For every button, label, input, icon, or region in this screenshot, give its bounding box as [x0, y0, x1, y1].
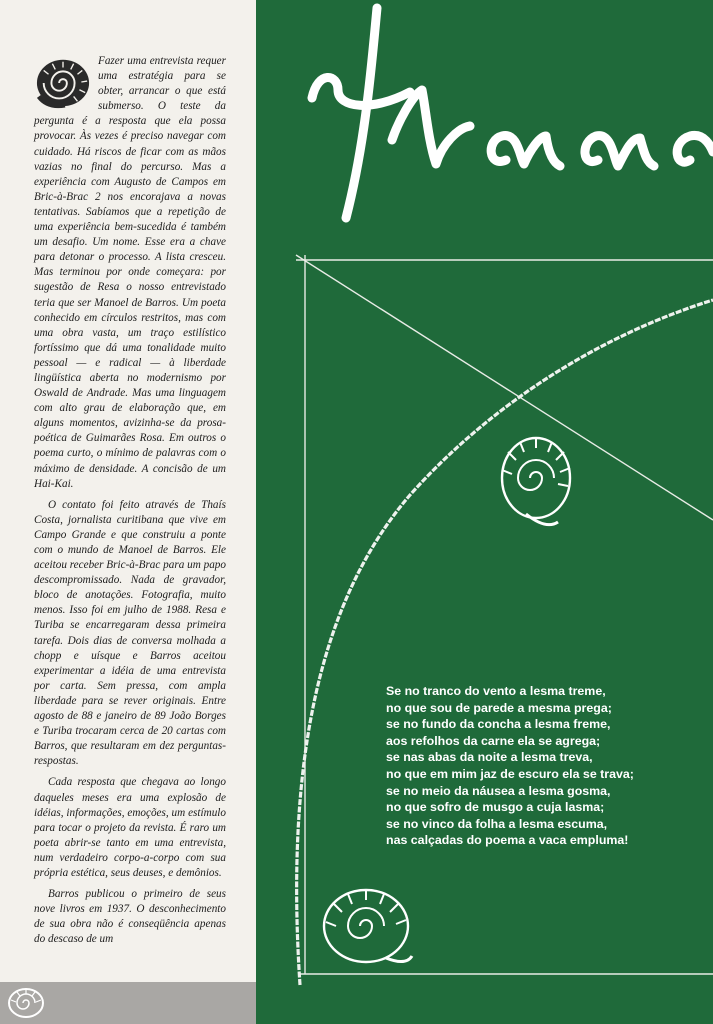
article-paragraph-1: Fazer uma entrevista requer uma estratégia para se obter, arrancar o que está submerso. O teste da pergunta é a resposta que ela possa provocar. Às vezes é preciso navegar com cuidado. Há riscos de ficar com as mãos vazias no final do percurso. Mas a experiência com Augusto de Campos em Bric-à-Brac 2 nos encorajava a novas tentativas. Sabíamos que a repetição de uma experiência bem-sucedida é também um desafio. Um nome. Esse era a chave para detonar o processo. A lista cresceu. Mas terminou por onde começara: por sugestão de Resa o nosso entrevistado teria que ser Manoel de Barros. Um poeta conhecido em círculos restritos, mas com uma obra vasta, um traço estilístico fortíssimo que dá uma tonalidade muito pessoal — e radical — à liberdade lingüística aberta no modernismo por Oswald de Andrade. Mas uma linguagem com alto grau de elaboração que, em alguns momentos, avizinha-se da prosa-poética de Guimarães Rosa. Em outros o poema curto, o mínimo de palavras com o máximo de densidade. A concisão de um Hai-Kai. [34, 55, 226, 490]
poem-line: no que sou de parede a mesma prega; [386, 700, 612, 715]
poem-line: se no meio da náusea a lesma gosma, [386, 783, 611, 798]
poem [386, 683, 711, 849]
article-paragraph-2: O contato foi feito através de Thaís Costa, jornalista curitibana que vive em Campo Grande e que construiu a ponte com o mundo de Manoel de Barros. Ele aceitou receber Bric-à-Brac para um papo descompromissado. Nada de gravador, bloco de anotações. Fotografia, muito menos. Isso foi em julho de 1988. Resa e Turiba se encarregaram dessa primeira tarefa. Dois dias de conversa molhada a chopp e uísque e Barros aceitou experimentar a idéia de uma entrevista por carta. Sem pressa, com ampla liberdade para se rever originais. Entre agosto de 88 e janeiro de 89 João Borges e Turiba trocaram cerca de 20 cartas com Barros, que resultaram em dez perguntas-respostas. [34, 498, 226, 768]
poem-line: no que em mim jaz de escuro ela se trava; [386, 766, 634, 781]
article-paragraph-4: Barros publicou o primeiro de seus nove livros em 1937. O desconhecimento de sua obra não é conseqüência apenas do descaso de um [34, 888, 226, 946]
article-paragraph-3: Cada resposta que chegava ao longo daqueles meses era uma explosão de idéias, informações, emoções, um estímulo para tocar o projeto da revista. É raro um poeta abrir-se tanto em uma entrevista, num verdadeiro corpo-a-corpo com sua própria estética, seus deuses, e demônios. [34, 776, 226, 879]
frame-diagonal-line [296, 255, 713, 520]
ammonite-shell-icon [324, 890, 412, 962]
poem-line: no que sofro de musgo a cuja lasma; [386, 800, 605, 815]
script-title [312, 8, 713, 218]
poem-line: Se no tranco do vento a lesma treme, [386, 684, 606, 698]
poem-line: aos refolhos da carne ela se agrega; [386, 733, 601, 748]
poem-line: nas calçadas do poema a vaca empluma! [386, 833, 629, 848]
poem-line: se no fundo da concha a lesma freme, [386, 717, 611, 732]
spiral-arc [297, 300, 713, 985]
poem-line: se no vinco da folha a lesma escuma, [386, 816, 608, 831]
poem-line: se nas abas da noite a lesma treva, [386, 750, 593, 765]
ammonite-shell-icon [502, 438, 570, 525]
